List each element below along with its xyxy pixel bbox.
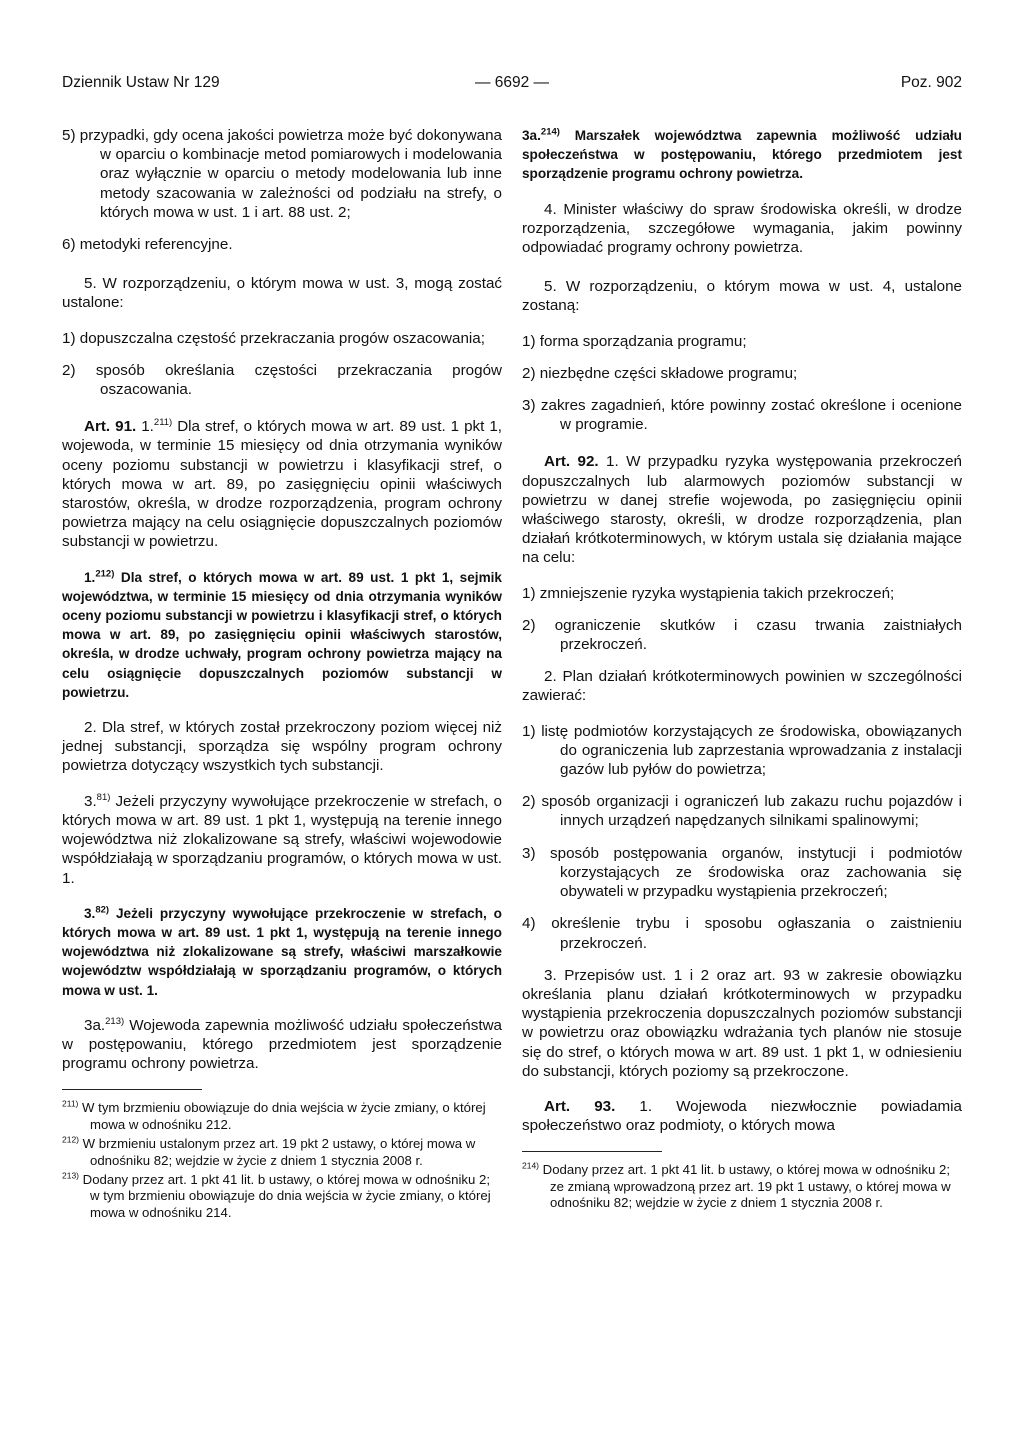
paragraph: 5. W rozporządzeniu, o którym mowa w ust. 3, mogą zostać ustalone: [62, 275, 502, 312]
page-number: — 6692 — [474, 74, 550, 91]
page-header [62, 74, 962, 98]
footnote: $^{213)}$ Dodany przez art. 1 pkt 41 lit. b ustawy, o której mowa w odnośniku 2; w tym brzmieniu obowiązuje do dnia wejścia w życie zmiany, o której mowa w odnośniku 214. [62, 1170, 491, 1220]
paragraph: 3a.$^{213)}$ Wojewoda zapewnia możliwość udziału społeczeństwa w postępowaniu, którego przedmiotem jest sporządzenie programu ochrony powietrza. [62, 1015, 502, 1073]
list-item: 1) dopuszczalna częstość przekraczania progów oszacowania; [62, 329, 485, 347]
list-item: 1) forma sporządzania programu; [522, 332, 747, 350]
left-column [62, 126, 502, 1224]
footnote: $^{211)}$ W tym brzmieniu obowiązuje do dnia wejścia w życie zmiany, o której mowa w odnośniku 212. [62, 1098, 486, 1132]
list-item: 1) zmniejszenie ryzyka wystąpienia takich przekroczeń; [522, 584, 895, 602]
paragraph: 5. W rozporządzeniu, o którym mowa w ust. 4, ustalone zostaną: [522, 278, 962, 315]
list-item: 2) sposób organizacji i ograniczeń lub zakazu ruchu pojazdów i innych urządzeń napędzanych silnikami spalinowymi; [522, 793, 962, 830]
paragraph: 2. Dla stref, w których został przekroczony poziom więcej niż jednej substancji, sporządza się wspólny program ochrony powietrza dotyczący wszystkich tych substancji. [62, 719, 502, 775]
right-column [522, 126, 962, 1215]
paragraph-bold: 3a.$^{214)}$ Marszałek województwa zapewnia możliwość udziału społeczeństwa w postępowaniu, którego przedmiotem jest sporządzenie programu ochrony powietrza. [522, 126, 962, 182]
paragraph: 4. Minister właściwy do spraw środowiska określi, w drodze rozporządzenia, szczegółowe wymagania, jakim powinny odpowiadać programy ochrony powietrza. [522, 200, 962, 257]
list-item: 2) niezbędne części składowe programu; [522, 364, 798, 382]
paragraph: 3. Przepisów ust. 1 i 2 oraz art. 93 w zakresie obowiązku określania planu działań krótkoterminowych w przypadku wystąpienia przekroczenia dopuszczalnych poziomów substancji w powietrzu oraz obowiązku wdrażania tych planów nie stosuje się do stref, o których mowa w art. 89 ust. 1 pkt 1, w odniesieniu do substancji, których poziomy są przekroczone. [522, 966, 962, 1080]
article-92: Art. 92. 1. W przypadku ryzyka występowania przekroczeń dopuszczalnych lub alarmowych poziomów substancji w powietrzu w danej strefie wojewoda, po zasięgnięciu opinii właściwego starosty, określi, w drodze rozporządzenia, plan działań krótkoterminowych, w którym ustala się działania mające na celu: [522, 453, 962, 567]
paragraph: 3.$^{81)}$ Jeżeli przyczyny wywołujące przekroczenie w strefach, o których mowa w art. 89 ust. 1 pkt 1, występują na terenie innego województwa niż zlokalizowane są strefy, właściwi wojewodowie współdziałają w sporządzaniu programów, o których mowa w ust. 1. [62, 791, 502, 887]
list-item: 3) sposób postępowania organów, instytucji i podmiotów korzystających ze środowiska oraz zachowania się obywateli w przypadku wystąpienia przekroczeń; [522, 844, 962, 901]
footnote-divider [522, 1151, 662, 1152]
list-item: 4) określenie trybu i sposobu ogłaszania o zaistnieniu przekroczeń. [522, 915, 962, 952]
list-item: 6) metodyki referencyjne. [62, 236, 233, 254]
footnote: $^{212)}$ W brzmieniu ustalonym przez art. 19 pkt 2 ustawy, o której mowa w odnośniku 82; wejdzie w życie z dniem 1 stycznia 2008 r. [62, 1134, 476, 1168]
article-91: Art. 91. 1.$^{211)}$ Dla stref, o których mowa w art. 89 ust. 1 pkt 1, wojewoda, w terminie 15 miesięcy od dnia otrzymania wyników oceny poziomu substancji w powietrzu i klasyfikacji stref, o których mowa w art. 89, po zasięgnięciu opinii właściwych starostów, określa, w drodze rozporządzenia, program ochrony powietrza mający na celu osiągnięcie dopuszczalnych poziomów substancji w powietrzu. [62, 417, 502, 551]
footnote-divider [62, 1089, 202, 1090]
list-item: 1) listę podmiotów korzystających ze środowiska, obowiązanych do ograniczenia lub zaprzestania wprowadzania z instalacji gazów lub pyłów do powietrza; [522, 722, 962, 779]
article-93: Art. 93. 1. Wojewoda niezwłocznie powiadamia społeczeństwo oraz podmioty, o których mowa [522, 1097, 962, 1135]
footnote: $^{214)}$ Dodany przez art. 1 pkt 41 lit. b ustawy, o której mowa w odnośniku 2; ze zmianą wprowadzoną przez art. 19 pkt 1 ustawy, o której mowa w odnośniku 82; wejdzie w życie z dniem 1 stycznia 2008 r. [522, 1160, 951, 1211]
list-item: 2) sposób określania częstości przekraczania progów oszacowania. [62, 361, 502, 399]
journal-title: Dziennik Ustaw Nr 129 [62, 74, 220, 91]
position-number: Poz. 902 [900, 74, 962, 91]
paragraph: 2. Plan działań krótkoterminowych powinien w szczególności zawierać: [522, 668, 962, 705]
paragraph-bold: 1.$^{212)}$ Dla stref, o których mowa w art. 89 ust. 1 pkt 1, sejmik województwa, w terminie 15 miesięcy od dnia otrzymania wyników oceny poziomu substancji w powietrzu i klasyfikacji stref, o których mowa w art. 89, po zasięgnięciu opinii właściwych starostów, określa, w drodze uchwały, program ochrony powietrza mający na celu osiągnięcie dopuszczalnych poziomów substancji w powietrzu. [62, 568, 502, 700]
paragraph-bold: 3.$^{82)}$ Jeżeli przyczyny wywołujące przekroczenie w strefach, o których mowa w art. 89 ust. 1 pkt 1, występują na terenie innego województwa niż zlokalizowane są strefy, właściwi marszałkowie województw współdziałają w sporządzaniu programów, o których mowa w ust. 1. [62, 904, 502, 998]
list-item: 2) ograniczenie skutków i czasu trwania zaistniałych przekroczeń. [522, 616, 962, 654]
list-item: 3) zakres zagadnień, które powinny zostać określone i ocenione w programie. [522, 397, 962, 434]
list-item: 5) przypadki, gdy ocena jakości powietrza może być dokonywana w oparciu o kombinacje metod pomiarowych i modelowania oraz wyłącznie w oparciu o metody modelowania lub inne metody szacowania w zależności od podziału na strefy, o których mowa w ust. 1 i art. 88 ust. 2; [62, 127, 502, 221]
